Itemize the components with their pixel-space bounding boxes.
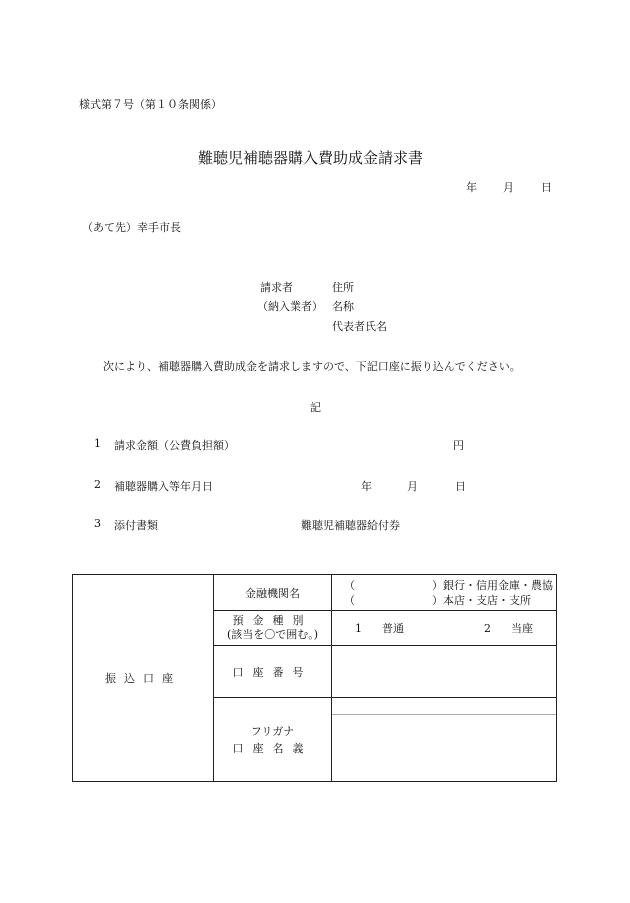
address-label: 住所 xyxy=(332,281,354,294)
item-3-label: 添付書類 xyxy=(114,519,158,532)
account-type-ordinary: 普通 xyxy=(382,622,404,635)
account-holder-label: フリガナ 口座名義 xyxy=(214,698,332,782)
item-3-value: 難聴児補聴器給付券 xyxy=(301,519,400,532)
furigana-divider xyxy=(332,714,556,715)
body-text: 次により、補聴器購入費助成金を請求しますので、下記口座に振り込んでください。 xyxy=(103,360,521,373)
account-type-cell[interactable] xyxy=(332,611,557,646)
bank-name-cell[interactable] xyxy=(332,575,557,611)
bank-line2-open: （ xyxy=(344,593,355,607)
vendor-label: （納入業者） xyxy=(257,300,323,313)
date-year: 年 xyxy=(466,181,477,194)
form-number: 様式第７号（第１０条関係） xyxy=(79,98,222,111)
account-type-checking: 当座 xyxy=(511,622,533,635)
item-2-label: 補聴器購入等年月日 xyxy=(114,480,213,493)
bank-account-table xyxy=(72,574,557,782)
bank-name-label: 金融機関名 xyxy=(214,575,332,611)
addressee: （あて先）幸手市長 xyxy=(82,221,181,234)
page-title: 難聴児補聴器購入費助成金請求書 xyxy=(198,149,424,167)
date-month: 月 xyxy=(503,181,514,194)
account-type-1-number: 1 xyxy=(355,622,362,635)
account-number-label: 口座番号 xyxy=(214,646,332,698)
account-number-cell[interactable] xyxy=(332,646,557,698)
bank-line1-close: ）銀行・信用金庫・農協 xyxy=(432,578,553,592)
date-day: 日 xyxy=(541,181,552,194)
requester-label: 請求者 xyxy=(260,281,293,294)
bank-line2-close: ）本店・支店・支所 xyxy=(432,593,531,607)
account-type-label: 預金種別 (該当を〇で囲む。) xyxy=(214,611,332,646)
item-2-day: 日 xyxy=(455,480,466,493)
item-2-month: 月 xyxy=(407,480,418,493)
item-1-label: 請求金額（公費負担額） xyxy=(114,439,235,452)
item-1-number: 1 xyxy=(94,437,101,450)
name-label: 名称 xyxy=(332,300,354,313)
transfer-account-header: 振込口座 xyxy=(73,575,214,782)
bank-line1-open: （ xyxy=(344,578,355,592)
item-2-year: 年 xyxy=(361,480,372,493)
item-3-number: 3 xyxy=(94,517,101,530)
item-1-yen: 円 xyxy=(453,439,464,452)
account-type-2-number: 2 xyxy=(484,622,491,635)
ki-heading: 記 xyxy=(310,401,321,414)
account-holder-cell[interactable] xyxy=(332,698,557,782)
representative-label: 代表者氏名 xyxy=(332,320,387,333)
item-2-number: 2 xyxy=(94,478,101,491)
